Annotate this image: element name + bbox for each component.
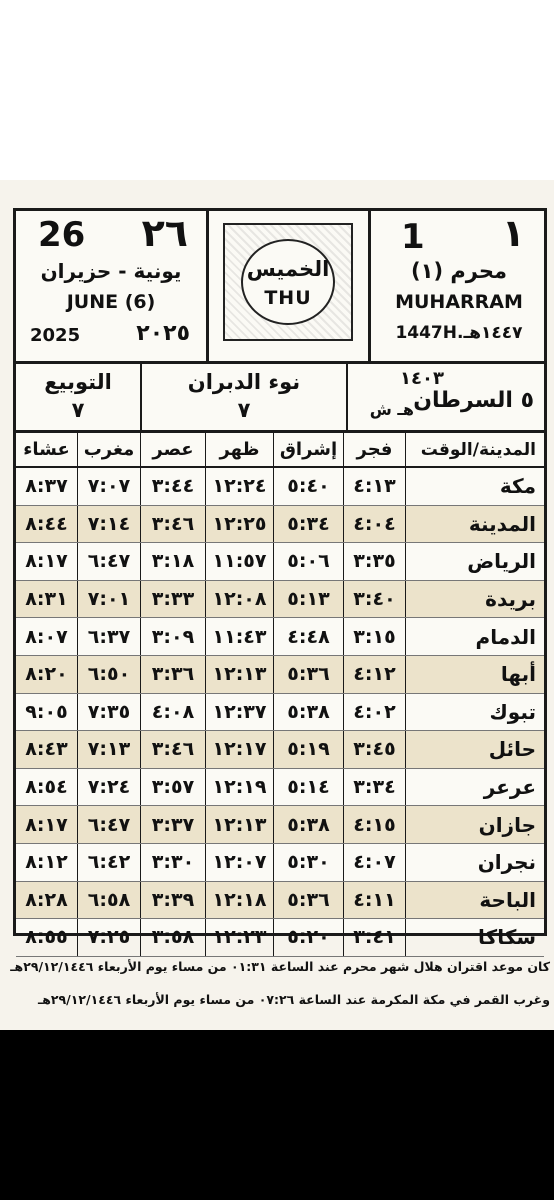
hijri-date-panel <box>368 211 547 361</box>
isha-time: ٨:٣١ <box>16 581 78 618</box>
city-name: عرعر <box>483 775 536 800</box>
day-seal <box>223 223 353 341</box>
shuruq-time: ٥:١٣ <box>274 581 344 618</box>
day-seal-panel <box>209 211 368 361</box>
maghrib-time: ٧:٢٤ <box>78 769 141 806</box>
isha-time: ٨:١٧ <box>16 806 78 843</box>
header-city: المدينة/الوقت <box>420 439 536 460</box>
asr-time: ٣:٠٩ <box>141 618 206 655</box>
fajr-time: ٤:١٥ <box>344 806 406 843</box>
isha-time: ٩:٠٥ <box>16 694 78 731</box>
header-isha: عشاء <box>16 433 78 466</box>
table-row <box>16 694 544 732</box>
footer-note-moonset: وغرب القمر في مكة المكرمة عند الساعة ٠٧:٢٦ من مساء يوم الأربعاء ٢٩/١٢/١٤٤٦هـ <box>37 992 550 1007</box>
naw-cell <box>142 364 348 430</box>
fajr-time: ٤:١٣ <box>344 468 406 505</box>
city-name: بريدة <box>485 587 536 612</box>
city-name: أبها <box>500 662 536 687</box>
maghrib-time: ٧:١٣ <box>78 731 141 768</box>
asr-time: ٣:٤٦ <box>141 731 206 768</box>
city-name: المدينة <box>468 511 536 536</box>
isha-time: ٨:٢٨ <box>16 882 78 919</box>
dhuhr-time: ١٢:٢٣ <box>206 919 274 956</box>
dhuhr-time: ١٢:١٨ <box>206 882 274 919</box>
hijri-day-ar: ١ <box>501 211 525 255</box>
asr-time: ٣:٥٧ <box>141 769 206 806</box>
hijri-month-en: MUHARRAM <box>395 291 523 313</box>
fajr-time: ٤:٠٤ <box>344 506 406 543</box>
asr-time: ٣:٣٩ <box>141 882 206 919</box>
solar-cell <box>348 364 544 430</box>
hijri-year: 1447H.١٤٤٧هـ <box>395 323 523 343</box>
header-dhuhr: ظهر <box>206 433 274 466</box>
shuruq-time: ٥:٣٨ <box>274 806 344 843</box>
shuruq-time: ٥:٣٠ <box>274 844 344 881</box>
isha-time: ٨:٤٣ <box>16 731 78 768</box>
naw-title: نوء الدبران <box>187 370 301 394</box>
fajr-time: ٤:١١ <box>344 882 406 919</box>
city-name: الرياض <box>467 549 536 574</box>
asr-time: ٣:٣٦ <box>141 656 206 693</box>
shuruq-time: ٥:٣٤ <box>274 506 344 543</box>
asr-time: ٣:٣٠ <box>141 844 206 881</box>
asr-time: ٣:٥٨ <box>141 919 206 956</box>
table-body <box>16 468 544 957</box>
dhuhr-time: ١٢:١٣ <box>206 806 274 843</box>
tawbi-value: ٧ <box>71 398 85 422</box>
table-row <box>16 882 544 920</box>
solar-sign: ٥ السرطان <box>413 388 534 413</box>
isha-time: ٨:٠٧ <box>16 618 78 655</box>
calendar-card <box>13 208 547 950</box>
fajr-time: ٤:٠٢ <box>344 694 406 731</box>
gregorian-date-panel <box>16 211 209 361</box>
table-row <box>16 844 544 882</box>
naw-value: ٧ <box>237 398 251 422</box>
footer-note-conjunction: كان موعد اقتران هلال شهر محرم عند الساعة ٠١:٣١ من مساء يوم الأربعاء ٢٩/١٢/١٤٤٦هـ <box>10 959 550 974</box>
dhuhr-time: ١٢:٠٨ <box>206 581 274 618</box>
isha-time: ٨:٣٧ <box>16 468 78 505</box>
table-row <box>16 506 544 544</box>
maghrib-time: ٦:٤٧ <box>78 543 141 580</box>
header-asr: عصر <box>141 433 206 466</box>
isha-time: ٨:١٧ <box>16 543 78 580</box>
gregorian-month-en: JUNE (6) <box>66 291 156 313</box>
shuruq-time: ٥:١٤ <box>274 769 344 806</box>
shuruq-time: ٤:٤٨ <box>274 618 344 655</box>
shuruq-time: ٥:٣٦ <box>274 656 344 693</box>
day-name-ar: الخميس <box>246 257 330 281</box>
asr-time: ٣:١٨ <box>141 543 206 580</box>
isha-time: ٨:٤٤ <box>16 506 78 543</box>
gregorian-month-ar: يونية - حزيران <box>40 259 182 283</box>
bottom-black-area <box>0 1030 554 1200</box>
asr-time: ٣:٤٦ <box>141 506 206 543</box>
city-name: تبوك <box>489 699 536 724</box>
table-row <box>16 618 544 656</box>
asr-time: ٣:٣٧ <box>141 806 206 843</box>
maghrib-time: ٦:٥٨ <box>78 882 141 919</box>
shuruq-time: ٥:٣٦ <box>274 882 344 919</box>
gregorian-day-ar: ٢٦ <box>141 211 188 255</box>
table-row <box>16 468 544 506</box>
prayer-times-table <box>16 433 544 957</box>
isha-time: ٨:٢٠ <box>16 656 78 693</box>
dhuhr-time: ١٢:١٣ <box>206 656 274 693</box>
isha-time: ٨:١٢ <box>16 844 78 881</box>
city-name: مكة <box>499 474 536 499</box>
solar-year: ١٤٠٣ <box>400 368 444 389</box>
calendar-header <box>16 211 544 364</box>
maghrib-time: ٦:٤٧ <box>78 806 141 843</box>
table-row <box>16 806 544 844</box>
gregorian-year-en: 2025 <box>30 325 81 346</box>
gregorian-year-ar: ٢٠٢٥ <box>136 321 190 346</box>
dhuhr-time: ١٢:٣٧ <box>206 694 274 731</box>
city-name: نجران <box>477 850 536 875</box>
maghrib-time: ٧:٢٥ <box>78 919 141 956</box>
dhuhr-time: ١٢:٠٧ <box>206 844 274 881</box>
fajr-time: ٣:٤٠ <box>344 581 406 618</box>
table-row <box>16 769 544 807</box>
dhuhr-time: ١٢:٢٤ <box>206 468 274 505</box>
maghrib-time: ٦:٣٧ <box>78 618 141 655</box>
shuruq-time: ٥:٢٠ <box>274 919 344 956</box>
shuruq-time: ٥:٣٨ <box>274 694 344 731</box>
maghrib-time: ٦:٤٢ <box>78 844 141 881</box>
hijri-month-ar: محرم (١) <box>411 259 507 283</box>
maghrib-time: ٧:١٤ <box>78 506 141 543</box>
solar-unit: هـ ش <box>369 400 414 419</box>
city-name: الباحة <box>479 887 536 912</box>
city-name: سكاكا <box>478 925 536 950</box>
dhuhr-time: ١٢:١٩ <box>206 769 274 806</box>
asr-time: ٤:٠٨ <box>141 694 206 731</box>
fajr-time: ٣:٤٥ <box>344 731 406 768</box>
fajr-time: ٤:٠٧ <box>344 844 406 881</box>
city-name: حائل <box>488 737 536 762</box>
maghrib-time: ٦:٥٠ <box>78 656 141 693</box>
gregorian-day-en: 26 <box>38 215 86 255</box>
header-fajr: فجر <box>344 433 406 466</box>
fajr-time: ٣:١٥ <box>344 618 406 655</box>
dhuhr-time: ١١:٥٧ <box>206 543 274 580</box>
asr-time: ٣:٤٤ <box>141 468 206 505</box>
fajr-time: ٣:٣٤ <box>344 769 406 806</box>
maghrib-time: ٧:٠٧ <box>78 468 141 505</box>
city-name: جازان <box>478 812 536 837</box>
day-seal-circle <box>241 239 335 325</box>
shuruq-time: ٥:٤٠ <box>274 468 344 505</box>
table-row <box>16 581 544 619</box>
fajr-time: ٤:١٢ <box>344 656 406 693</box>
hijri-day-en: 1 <box>401 217 425 257</box>
shuruq-time: ٥:١٩ <box>274 731 344 768</box>
table-row <box>16 543 544 581</box>
fajr-time: ٣:٤١ <box>344 919 406 956</box>
dhuhr-time: ١١:٤٣ <box>206 618 274 655</box>
table-row <box>16 731 544 769</box>
shuruq-time: ٥:٠٦ <box>274 543 344 580</box>
tawbi-title: التوبيع <box>44 370 112 394</box>
maghrib-time: ٧:٠١ <box>78 581 141 618</box>
header-maghrib: مغرب <box>78 433 141 466</box>
maghrib-time: ٧:٣٥ <box>78 694 141 731</box>
isha-time: ٨:٥٥ <box>16 919 78 956</box>
fajr-time: ٣:٣٥ <box>344 543 406 580</box>
season-row <box>16 364 544 433</box>
city-name: الدمام <box>475 624 536 649</box>
header-shuruq: إشراق <box>274 433 344 466</box>
table-row <box>16 656 544 694</box>
tawbi-cell <box>16 364 142 430</box>
dhuhr-time: ١٢:٢٥ <box>206 506 274 543</box>
day-name-en: THU <box>264 287 312 309</box>
table-row <box>16 919 544 957</box>
dhuhr-time: ١٢:١٧ <box>206 731 274 768</box>
table-header-row <box>16 433 544 468</box>
asr-time: ٣:٣٣ <box>141 581 206 618</box>
isha-time: ٨:٥٤ <box>16 769 78 806</box>
